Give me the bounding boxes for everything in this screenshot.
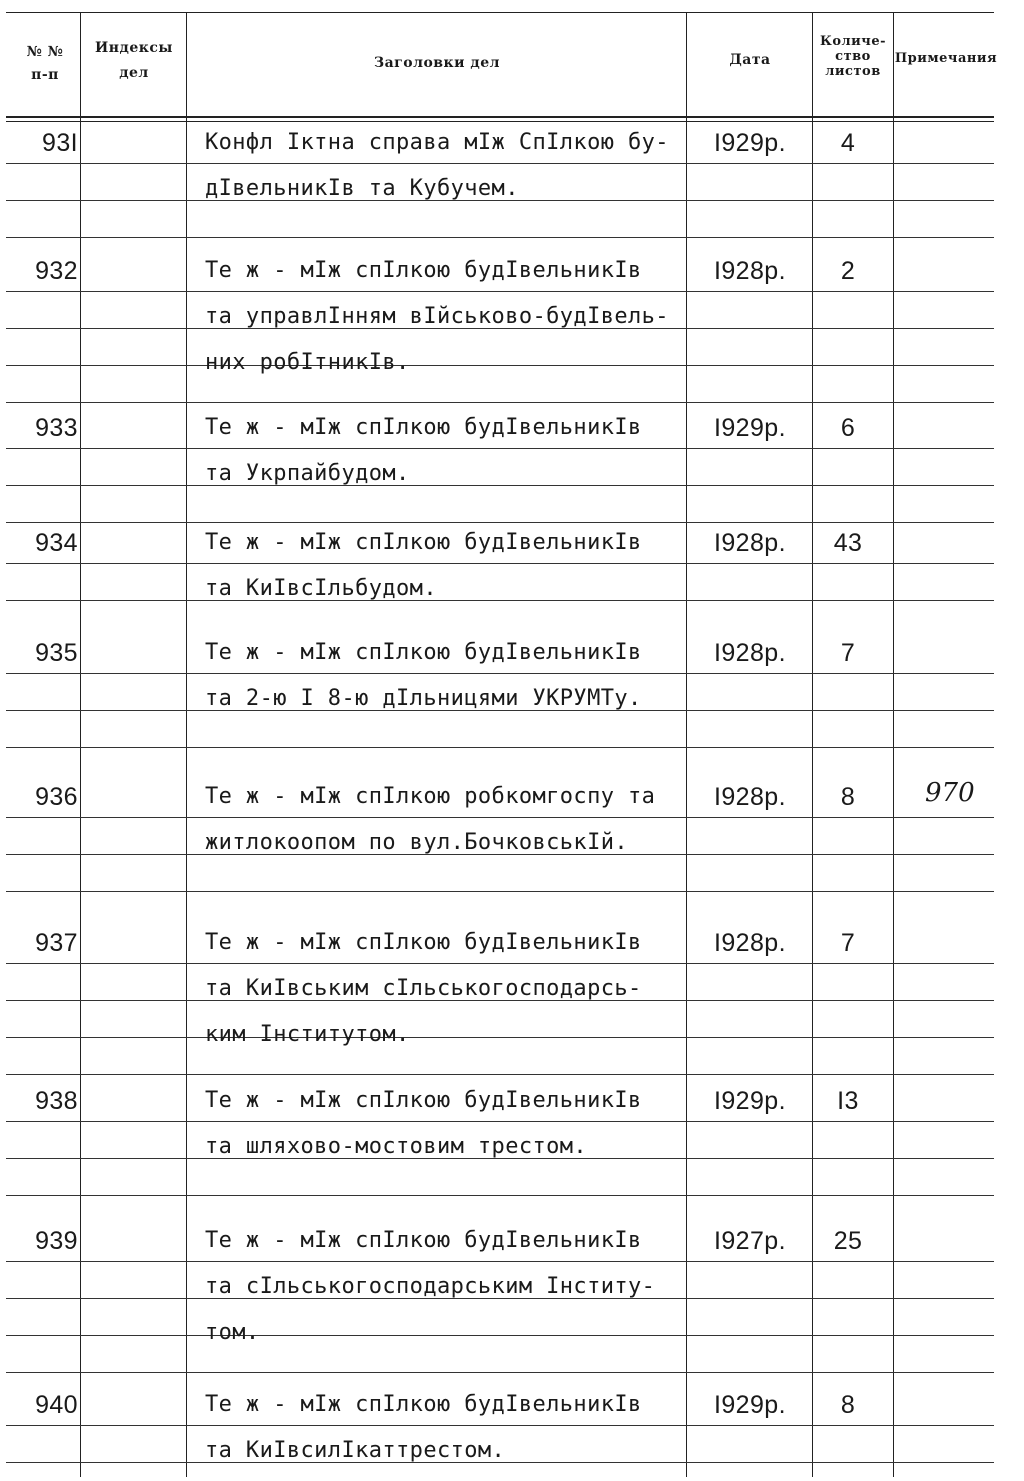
ruled-line (6, 522, 994, 523)
header-index-a: Индексы (95, 40, 173, 56)
row-number: 939 (35, 1227, 78, 1255)
row-title-line: та КиIвським сIльськогосподарсь- (205, 976, 642, 1001)
ruled-line (6, 237, 994, 238)
header-index-b: дел (119, 65, 149, 81)
row-title-line: Те ж - мIж спIлкою будIвельникIв (205, 1392, 642, 1417)
row-sheet-count: I3 (837, 1087, 859, 1115)
row-sheet-count: 6 (840, 414, 856, 442)
row-title-line: та шляхово-мостовим трестом. (205, 1134, 588, 1159)
row-title-line: дIвельникIв та Кубучем. (205, 176, 519, 201)
row-number: 93I (42, 129, 78, 157)
ruled-line (6, 563, 994, 564)
row-title-line: Те ж - мIж спIлкою робкомгоспу та (205, 784, 656, 809)
row-number: 937 (35, 929, 78, 957)
header-bottom-rule-2 (6, 121, 994, 122)
row-sheet-count: 7 (840, 929, 856, 957)
row-date: I927р. (714, 1227, 786, 1255)
ruled-line (6, 291, 994, 292)
row-sheet-count: 7 (840, 639, 856, 667)
row-title-line: том. (205, 1320, 260, 1345)
ruled-line (6, 448, 994, 449)
row-date: I929р. (714, 1087, 786, 1115)
ruled-line (6, 1372, 994, 1373)
header-count-b: ство (835, 49, 871, 64)
ruled-line (6, 600, 994, 601)
row-date: I928р. (714, 929, 786, 957)
header-notes: Примечания (894, 51, 998, 66)
row-date: I929р. (714, 129, 786, 157)
col-divider-2 (186, 12, 187, 1477)
row-number: 934 (35, 529, 78, 557)
header-title: Заголовки дел (374, 55, 500, 71)
header-index (82, 40, 186, 82)
col-divider-5 (893, 12, 894, 1477)
row-date: I928р. (714, 783, 786, 811)
ruled-line (6, 163, 994, 164)
ruled-line (6, 1335, 994, 1336)
ruled-line (6, 747, 994, 748)
col-divider-4 (812, 12, 813, 1477)
row-title-line: та сIльськогосподарським Iнститу- (205, 1274, 656, 1299)
row-title-line: Те ж - мIж спIлкою будIвельникIв (205, 640, 642, 665)
row-title-line: Те ж - мIж спIлкою будIвельникIв (205, 930, 642, 955)
header-num-b: п-п (31, 67, 59, 83)
row-note: 970 (925, 778, 975, 808)
row-sheet-count: 43 (833, 529, 863, 557)
ruled-line (6, 1037, 994, 1038)
row-date: I928р. (714, 529, 786, 557)
row-title-line: та КиIвсIльбудом. (205, 576, 437, 601)
header-num (10, 44, 80, 84)
ruled-line (6, 402, 994, 403)
row-title-line: та КиIвсилIкаттрестом. (205, 1438, 506, 1463)
header-date: Дата (729, 52, 771, 68)
row-title-line: Те ж - мIж спIлкою будIвельникIв (205, 258, 642, 283)
ruled-line (6, 1261, 994, 1262)
ruled-line (6, 1121, 994, 1122)
row-number: 940 (35, 1391, 78, 1419)
row-date: I928р. (714, 639, 786, 667)
row-title-line: Конфл Iктна справа мIж СпIлкою бу- (205, 130, 669, 155)
row-number: 932 (35, 257, 78, 285)
row-title-line: ким Iнститутом. (205, 1022, 410, 1047)
row-title-line: них робIтникIв. (205, 350, 410, 375)
header-count-c: листов (825, 64, 881, 79)
row-title-line: Те ж - мIж спIлкою будIвельникIв (205, 530, 642, 555)
ruled-line (6, 891, 994, 892)
row-sheet-count: 4 (840, 129, 856, 157)
row-title-line: Те ж - мIж спIлкою будIвельникIв (205, 415, 642, 440)
ruled-line (6, 817, 994, 818)
header-count (813, 34, 893, 79)
ruled-line (6, 485, 994, 486)
row-date: I929р. (714, 1391, 786, 1419)
header-count-a: Количе- (820, 34, 886, 49)
ruled-line (6, 365, 994, 366)
table-top-border (6, 12, 994, 13)
row-title-line: та 2-ю I 8-ю дIльницями УКРУМТу. (205, 686, 642, 711)
row-title-line: Те ж - мIж спIлкою будIвельникIв (205, 1088, 642, 1113)
row-sheet-count: 25 (833, 1227, 863, 1255)
ruled-line (6, 1195, 994, 1196)
row-sheet-count: 8 (840, 783, 856, 811)
row-date: I929р. (714, 414, 786, 442)
row-title-line: Те ж - мIж спIлкою будIвельникIв (205, 1228, 642, 1253)
ruled-line (6, 963, 994, 964)
row-title-line: житлокоопом по вул.БочковськIй. (205, 830, 628, 855)
header-num-a: № № (26, 44, 64, 60)
ruled-line (6, 1425, 994, 1426)
row-number: 933 (35, 414, 78, 442)
col-divider-1 (80, 12, 81, 1477)
row-title-line: та управлIнням вIйськово-будIвель- (205, 304, 669, 329)
row-number: 935 (35, 639, 78, 667)
row-date: I928р. (714, 257, 786, 285)
row-number: 938 (35, 1087, 78, 1115)
row-number: 936 (35, 783, 78, 811)
row-sheet-count: 2 (840, 257, 856, 285)
ruled-line (6, 673, 994, 674)
col-divider-3 (686, 12, 687, 1477)
ruled-line (6, 1074, 994, 1075)
row-sheet-count: 8 (840, 1391, 856, 1419)
header-bottom-rule (6, 116, 994, 118)
row-title-line: та Укрпайбудом. (205, 461, 410, 486)
